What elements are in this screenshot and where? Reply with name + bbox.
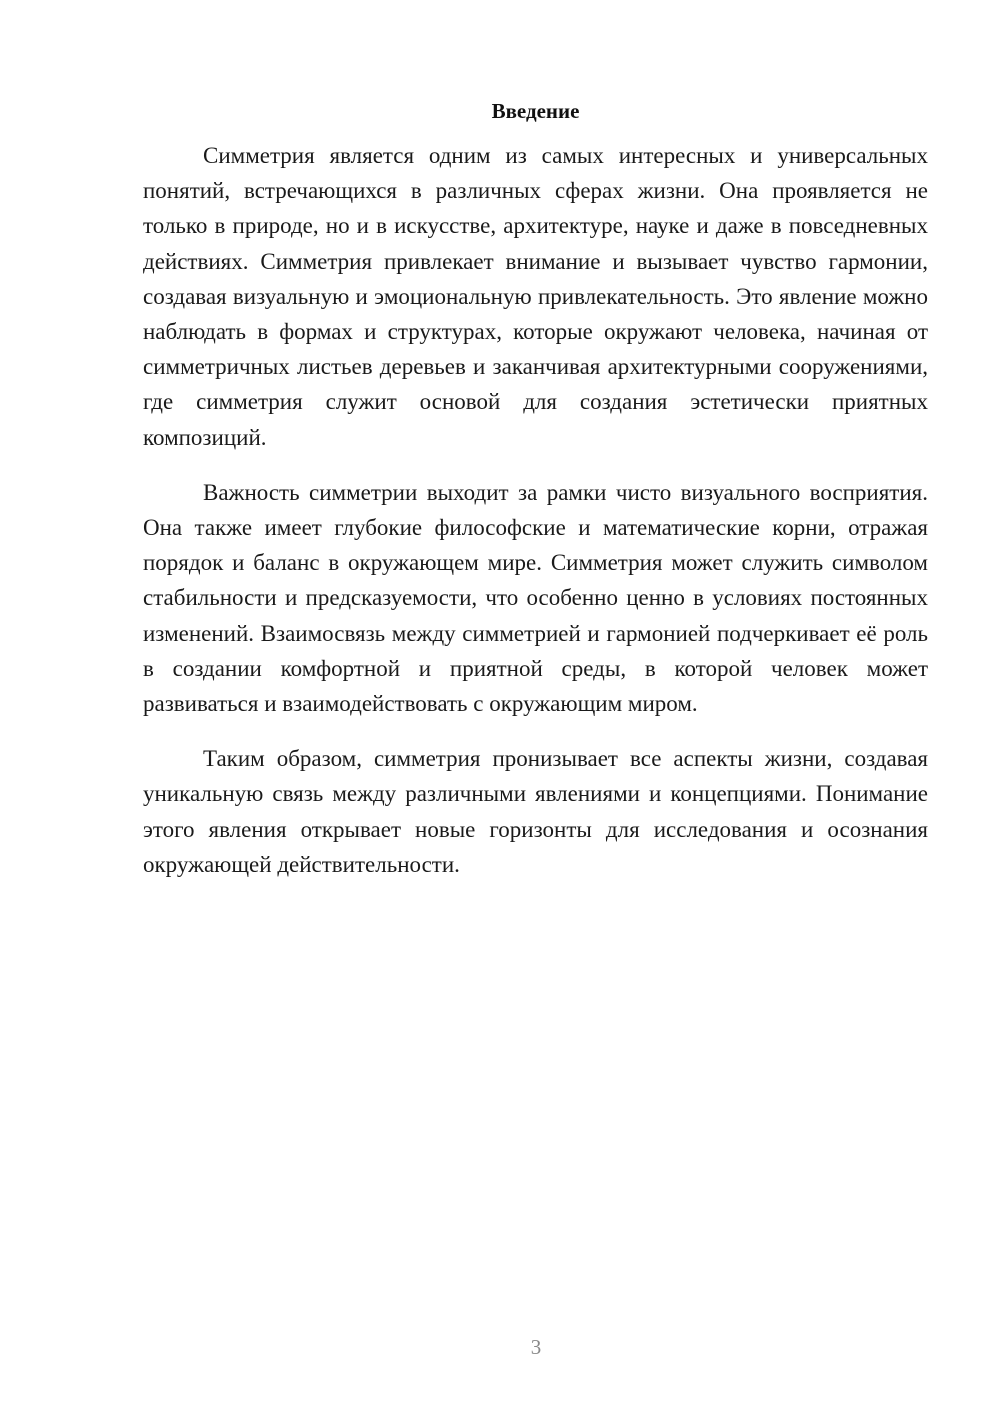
section-heading: Введение	[491, 99, 580, 123]
page-content	[143, 96, 928, 902]
page-number: 3	[530, 1335, 542, 1359]
paragraph-3: Таким образом, симметрия пронизывает все аспекты жизни, создавая уникальную связь между различными явлениями и концепциями. Понимание этого явления открывает новые горизонты для исследования и осознания окружающей действительности.	[143, 746, 928, 877]
paragraph-2: Важность симметрии выходит за рамки чисто визуального восприятия. Она также имеет глубокие философские и математические корни, отражая порядок и баланс в окружающем мире. Симметрия может служить символом стабильности и предсказуемости, что особенно ценно в условиях постоянных изменений. Взаимосвязь между симметрией и гармонией подчеркивает её роль в создании комфортной и приятной среды, в которой человек может развиваться и взаимодействовать с окружающим миром.	[143, 479, 928, 717]
paragraph-1: Симметрия является одним из самых интересных и универсальных понятий, встречающихся в различных сферах жизни. Она проявляется не только в природе, но и в искусстве, архитектуре, науке и даже в повседневных действиях. Симметрия привлекает внимание и вызывает чувство гармонии, создавая визуальную и эмоциональную привлекательность. Это явление можно наблюдать в формах и структурах, которые окружают человека, начиная от симметричных листьев деревьев и заканчивая архитектурными сооружениями, где симметрия служит основой для создания эстетически приятных композиций.	[143, 143, 928, 450]
